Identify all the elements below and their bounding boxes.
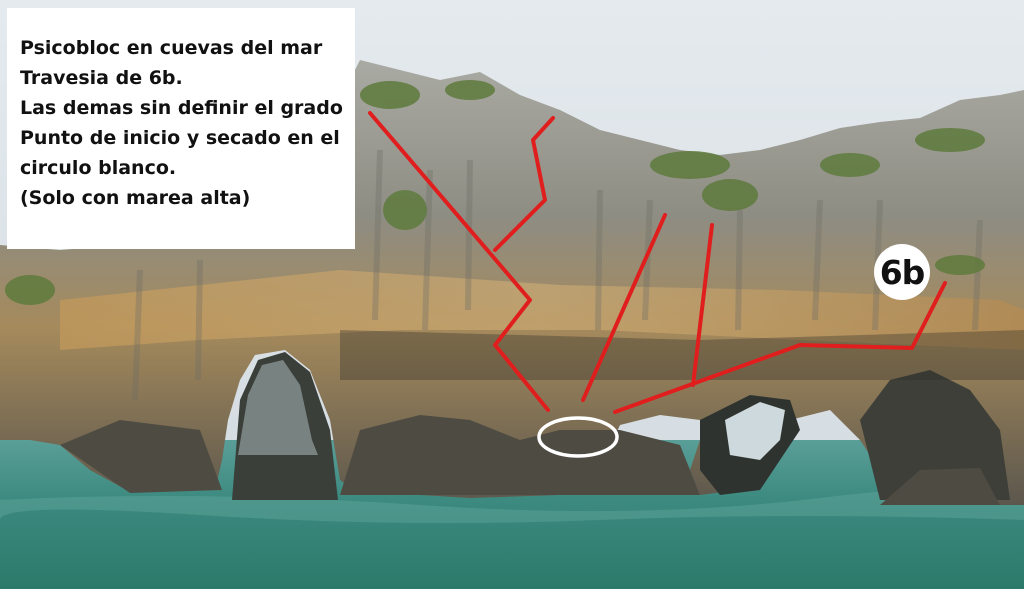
caption-box [7, 8, 355, 249]
caption-line-6: (Solo con marea alta) [20, 187, 251, 209]
caption-line-2: Travesia de 6b. [20, 67, 183, 89]
grade-label: 6b [879, 252, 925, 292]
caption-line-3: Las demas sin definir el grado [20, 97, 343, 119]
grade-badge [874, 244, 930, 300]
caption-line-1: Psicobloc en cuevas del mar [20, 37, 323, 59]
caption-line-4: Punto de inicio y secado en el [20, 127, 340, 149]
caption-line-5: circulo blanco. [20, 157, 177, 179]
